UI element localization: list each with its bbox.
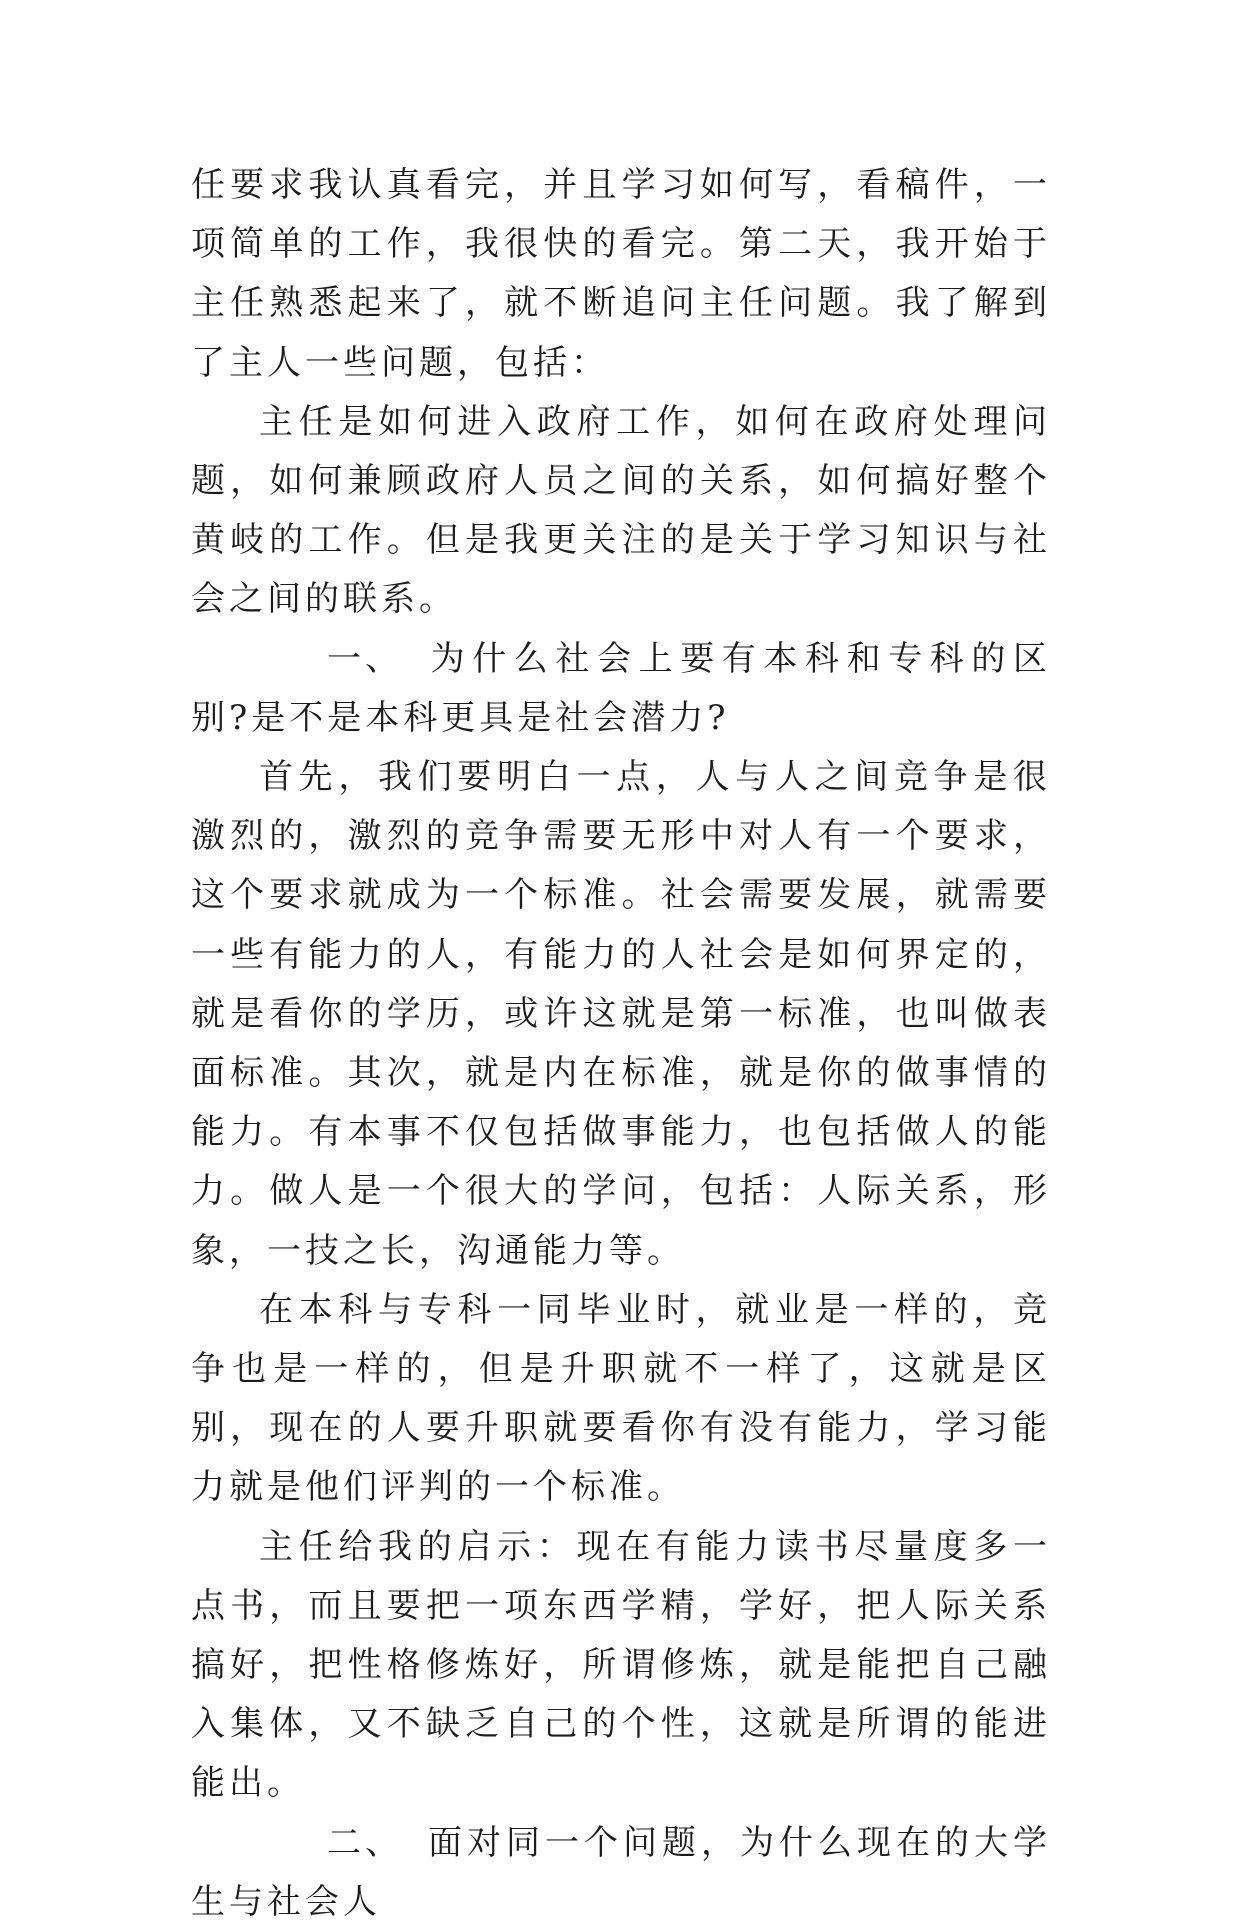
paragraph-continued: 任要求我认真看完，并且学习如何写，看稿件，一项简单的工作，我很快的看完。第二天，我开始于主任熟悉起来了，就不断追问主任问题。我了解到了主人一些问题，包括： [191,165,1051,383]
section-heading-1 [191,630,1051,748]
section-heading-2 [191,1814,1051,1932]
paragraph: 主任给我的启示：现在有能力读书尽量度多一点书，而且要把一项东西学精，学好，把人际关系搞好，把性格修炼好，所谓修炼，就是能把自己融入集体，又不缺乏自己的个性，这就是所谓的能进能出。 [191,1526,1051,1804]
paragraph: 在本科与专科一同毕业时，就业是一样的，竞争也是一样的，但是升职就不一样了，这就是区别，现在的人要升职就要看你有没有能力，学习能力就是他们评判的一个标准。 [191,1289,1051,1508]
document-body [191,156,1051,1932]
section-number: 二、 [327,1822,403,1863]
paragraph: 首先，我们要明白一点，人与人之间竞争是很激烈的，激烈的竞争需要无形中对人有一个要求，这个要求就成为一个标准。社会需要发展，就需要一些有能力的人，有能力的人社会是如何界定的，就是看你的学历，或许这就是第一标准，也叫做表面标准。其次，就是内在标准，就是你的做事情的能力。有本事不仅包括做事能力，也包括做人的能力。做人是一个很大的学问，包括：人际关系，形象，一技之长，沟通能力等。 [191,757,1051,1271]
paragraph: 主任是如何进入政府工作，如何在政府处理问题，如何兼顾政府人员之间的关系，如何搞好整个黄岐的工作。但是我更关注的是关于学习知识与社会之间的联系。 [191,401,1051,620]
section-heading-text: 面对同一个问题，为什么现在的大学生与社会人 [191,1822,1051,1922]
section-number: 一、 [327,638,403,679]
section-heading-text: 为什么社会上要有本科和专科的区别?是不是本科更具是社会潜力? [191,638,1051,738]
